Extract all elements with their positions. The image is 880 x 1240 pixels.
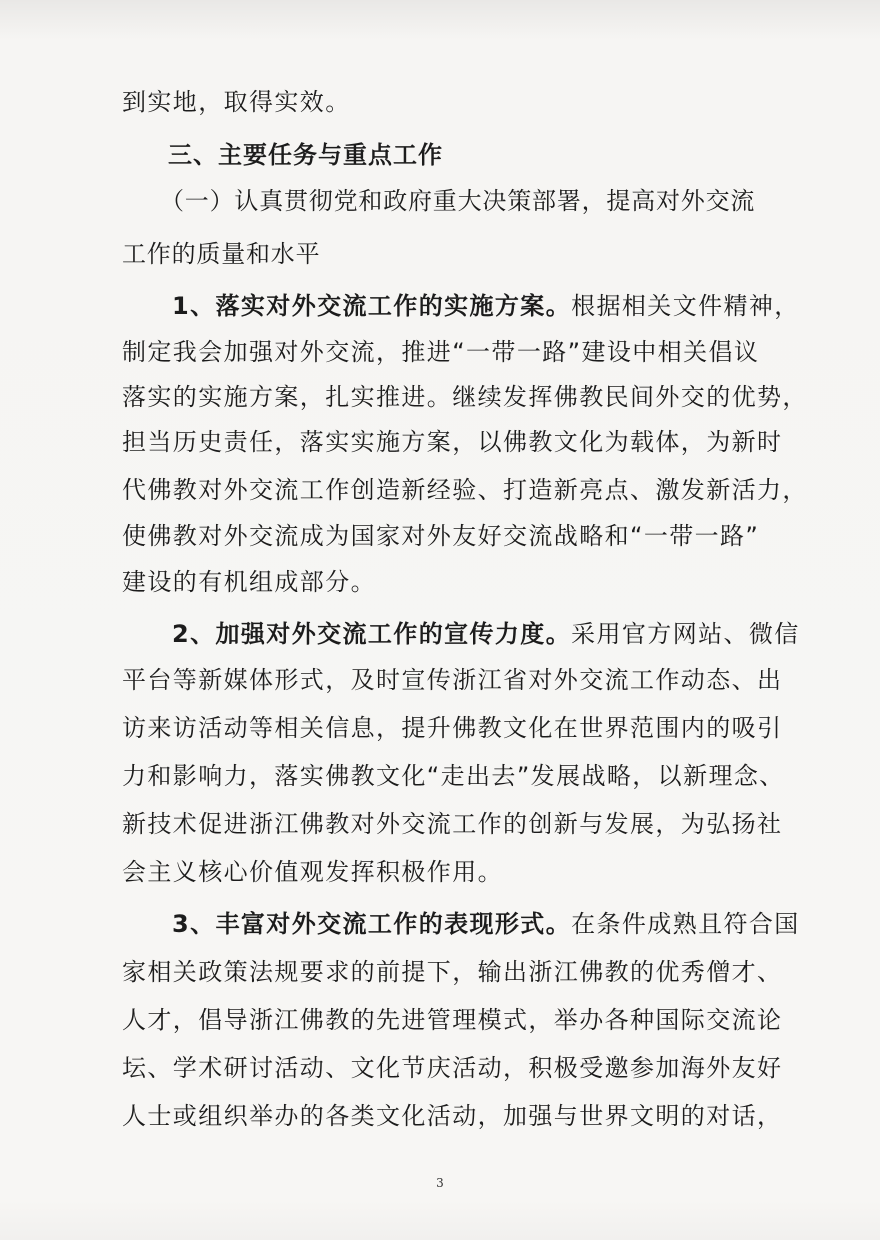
text-run: 人士或组织举办的各类文化活动，加强与世界文明的对话， xyxy=(122,1102,783,1130)
text-run: 落实的实施方案，扎实推进。继续发挥佛教民间外交的优势， xyxy=(122,383,808,411)
body-text-line xyxy=(122,1005,783,1035)
subsection-heading xyxy=(160,186,800,216)
text-run: 访来访活动等相关信息，提升佛教文化在世界范围内的吸引 xyxy=(122,714,783,742)
item-title: 1、落实对外交流工作的实施方案。 xyxy=(172,292,572,320)
text-run: 坛、学术研讨活动、文化节庆活动，积极受邀参加海外友好 xyxy=(122,1054,783,1082)
subheading-text: 工作的质量和水平 xyxy=(122,240,321,268)
text-run: 担当历史责任，落实实施方案，以佛教文化为载体，为新时 xyxy=(122,428,783,456)
body-text-line xyxy=(122,957,783,987)
body-text-line xyxy=(122,1053,783,1083)
text-run: 使佛教对外交流成为国家对外友好交流战略和“一带一路” xyxy=(122,522,760,550)
text-run: 代佛教对外交流工作创造新经验、打造新亮点、激发新活力， xyxy=(122,476,808,504)
text-run: 在条件成熟且符合国 xyxy=(571,910,800,938)
text-run: 到实地，取得实效。 xyxy=(122,88,351,116)
body-text-line xyxy=(122,382,808,412)
item-title: 2、加强对外交流工作的宣传力度。 xyxy=(172,620,572,648)
body-text-line xyxy=(122,521,762,551)
body-text-line xyxy=(122,713,783,743)
body-text-line xyxy=(122,567,762,597)
heading-text: 三、主要任务与重点工作 xyxy=(168,141,443,169)
body-text-line xyxy=(122,87,762,117)
body-text-line xyxy=(122,761,785,791)
subsection-heading-cont xyxy=(122,239,762,269)
text-run: 建设的有机组成部分。 xyxy=(122,568,376,596)
subheading-text: （一）认真贯彻党和政府重大决策部署，提高对外交流 xyxy=(160,187,756,215)
item-title: 3、丰富对外交流工作的表现形式。 xyxy=(172,910,572,938)
text-run: 制定我会加强对外交流，推进“一带一路”建设中相关倡议 xyxy=(122,338,760,366)
paragraph-2-start xyxy=(172,619,812,649)
body-text-line xyxy=(122,665,783,695)
body-text-line xyxy=(122,427,783,457)
text-run: 力和影响力，落实佛教文化“走出去”发展战略，以新理念、 xyxy=(122,762,785,790)
text-run: 人才，倡导浙江佛教的先进管理模式，举办各种国际交流论 xyxy=(122,1006,783,1034)
text-run: 新技术促进浙江佛教对外交流工作的创新与发展，为弘扬社 xyxy=(122,810,783,838)
page-number: 3 xyxy=(436,1176,444,1190)
paragraph-3-start xyxy=(172,909,812,939)
body-text-line xyxy=(122,1101,783,1131)
paragraph-1-start xyxy=(172,291,812,321)
text-run: 采用官方网站、微信 xyxy=(571,620,800,648)
section-heading xyxy=(168,140,808,170)
text-run: 平台等新媒体形式，及时宣传浙江省对外交流工作动态、出 xyxy=(122,666,783,694)
text-run: 家相关政策法规要求的前提下，输出浙江佛教的优秀僧才、 xyxy=(122,958,783,986)
body-text-line xyxy=(122,809,783,839)
body-text-line xyxy=(122,475,808,505)
text-run: 会主义核心价值观发挥积极作用。 xyxy=(122,858,503,886)
text-run: 根据相关文件精神， xyxy=(571,292,800,320)
body-text-line xyxy=(122,337,762,367)
body-text-line xyxy=(122,857,762,887)
